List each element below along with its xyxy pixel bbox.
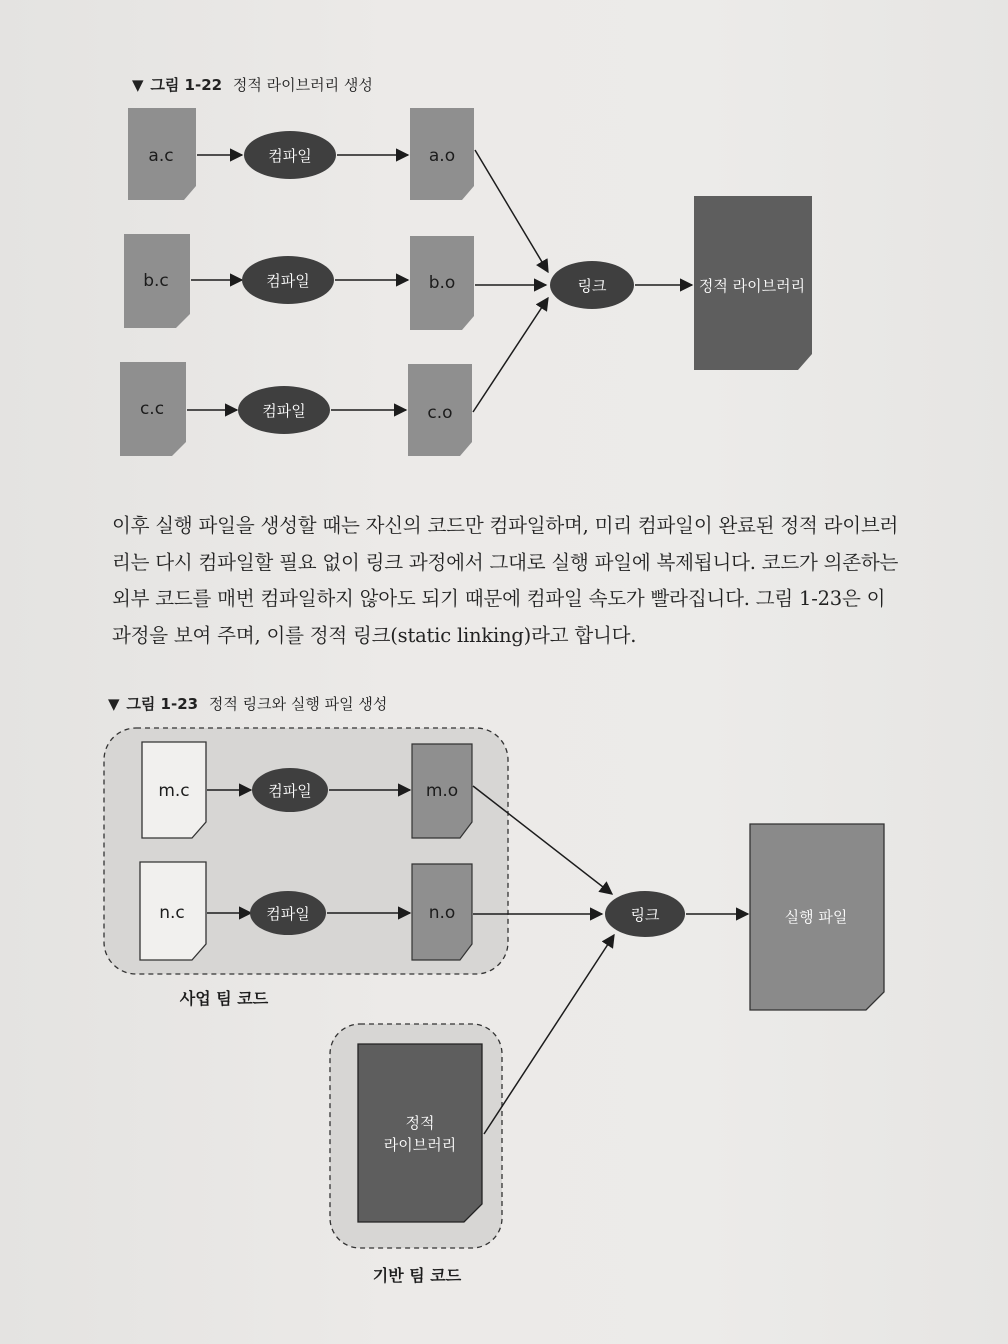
body-line: 이후 실행 파일을 생성할 때는 자신의 코드만 컴파일하며, 미리 컴파일이 완료된 정적 라이브러 (112, 514, 899, 537)
source-document-m (142, 742, 206, 838)
arrow (484, 935, 614, 1134)
figure-caption: 정적 라이브러리 생성 (232, 76, 373, 94)
object-label-n: n.o (428, 903, 456, 923)
source-document-c (120, 362, 186, 456)
figure-caption: 정적 링크와 실행 파일 생성 (208, 695, 388, 713)
base-team-label: 기반 팀 코드 (372, 1266, 462, 1285)
object-document-n (412, 864, 472, 960)
source-document-n (140, 862, 206, 960)
compile-node-m (252, 768, 328, 812)
arrow (475, 150, 548, 272)
figure-1-23 (104, 695, 884, 1285)
output-label: 정적 라이브러리 (698, 277, 806, 295)
svg-text:▼ 그림 1-22 정적 라이브러리 (132, 76, 373, 94)
source-label-m: m.c (158, 781, 190, 801)
caption-marker: ▼ (108, 695, 120, 713)
body-line: 외부 코드를 매번 컴파일하지 않아도 되기 때문에 컴파일 속도가 빨라집니다. 그림 1-23은 이 (112, 587, 886, 610)
object-label-c: c.o (427, 403, 453, 423)
arrow (473, 298, 548, 412)
figure-number: 그림 1-23 (126, 695, 199, 713)
body-paragraph (112, 508, 982, 654)
object-document-m (412, 744, 472, 838)
compile-label: 컴파일 (266, 272, 310, 290)
compile-node-n (250, 891, 326, 935)
compile-label: 컴파일 (266, 905, 310, 923)
caption-marker: ▼ (132, 76, 144, 94)
compile-label: 컴파일 (268, 782, 312, 800)
static-library-document (694, 196, 812, 370)
library-label-line1: 정적 (405, 1114, 435, 1132)
source-document-b (124, 234, 190, 328)
link-node (550, 261, 634, 309)
library-label-line2: 라이브러리 (383, 1136, 457, 1154)
source-label-c: c.c (139, 399, 165, 419)
executable-document (750, 824, 884, 1010)
source-label-a: a.c (148, 146, 174, 166)
source-label-n: n.c (159, 903, 185, 923)
link-label: 링크 (630, 906, 660, 924)
compile-label: 컴파일 (262, 402, 306, 420)
compile-label: 컴파일 (268, 147, 312, 165)
source-label-b: b.c (143, 271, 169, 291)
figure-1-22 (120, 76, 812, 456)
output-label: 실행 파일 (784, 908, 848, 926)
business-team-label: 사업 팀 코드 (179, 989, 269, 1008)
object-label-m: m.o (425, 781, 459, 801)
compile-node-c (238, 386, 330, 434)
body-line: 리는 다시 컴파일할 필요 없이 링크 과정에서 그대로 실행 파일에 복제됩니다. 코드가 의존하는 (112, 550, 899, 574)
compile-node-a (244, 131, 336, 179)
object-label-a: a.o (428, 146, 456, 166)
link-label: 링크 (577, 277, 607, 295)
object-document-b (410, 236, 474, 330)
compile-node-b (242, 256, 334, 304)
body-line: 과정을 보여 주며, 이를 정적 링크(static linking)라고 합니다. (112, 623, 637, 647)
object-document-a (410, 108, 474, 200)
figure-number: 그림 1-22 (150, 76, 223, 94)
link-node-1-23 (605, 891, 685, 937)
object-label-b: b.o (428, 273, 456, 293)
object-document-c (408, 364, 472, 456)
source-document-a (128, 108, 196, 200)
static-library-document-1-23 (358, 1044, 482, 1222)
svg-text:▼ 그림 1-23 정적 링크와 실 (108, 695, 387, 713)
